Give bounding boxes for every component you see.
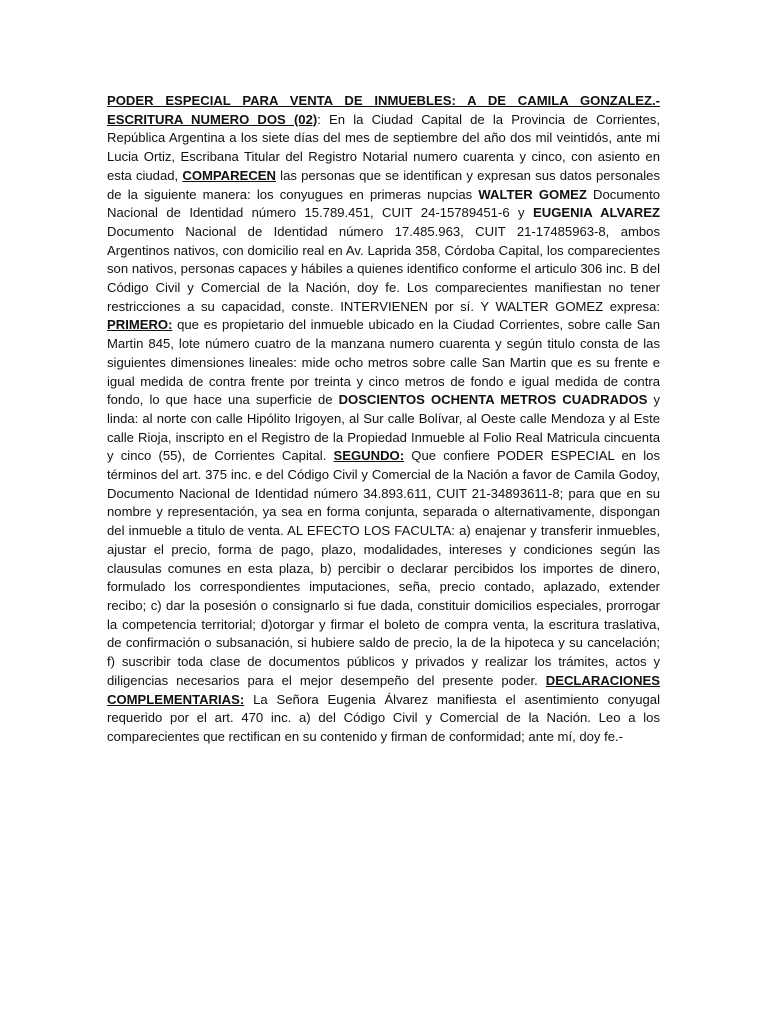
party-name: EUGENIA ALVAREZ — [533, 205, 660, 221]
text-run: y linda: al norte con calle Hipólito Irigoyen, al Sur calle Bolívar, al Oeste calle Mendoza y al Este calle Rioja, inscripto en el Registro de la Propiedad Inmueble al Folio Real Matricula cincuenta y cinco (55), de Corrientes Capital. — [107, 392, 661, 464]
text-run: las personas que se identifican y expresan sus datos personales de la siguiente manera: los conyugues en primeras nupcias — [107, 167, 660, 202]
text-run: Documento Nacional de Identidad número 15.789.451, CUIT 24-15789451-6 y — [107, 186, 660, 221]
party-name: WALTER GOMEZ — [478, 186, 587, 202]
text-run: La Señora Eugenia Álvarez manifiesta el asentimiento conyugal requerido por el art. 470 inc. a) del Código Civil y Comercial de la Nación. Leo a los comparecientes que rectifican en su contenido y firman de conformidad; ante mí, doy fe.- — [107, 691, 660, 744]
document-body — [107, 92, 660, 747]
surface-area: DOSCIENTOS OCHENTA METROS CUADRADOS — [338, 392, 648, 408]
primero-label: PRIMERO: — [107, 317, 173, 333]
text-run: que es propietario del inmueble ubicado en la Ciudad Corrientes, sobre calle San Martin 845, lote número cuatro de la manzana numero cuarenta y según titulo consta de las siguientes dimensiones lineales: mide ocho metros sobre calle San Martin que es su frente e igual medida de contra frente por treinta y cinco metros de fondo e igual medida de contra fondo, lo que hace una superficie de — [107, 317, 660, 408]
segundo-label: SEGUNDO: — [333, 448, 405, 464]
deed-paragraph — [107, 92, 660, 747]
text-run: Documento Nacional de Identidad número 17.485.963, CUIT 21-17485963-8, ambos Argentinos nativos, con domicilio real en Av. Laprida 358, Córdoba Capital, los comparecientes son nativos, personas capaces y hábiles a quienes identifico conforme el articulo 306 inc. B del Código Civil y Comercial de la Nación, doy fe. Los comparecientes manifiestan no tener restricciones a su capacidad, conste. INTERVIENEN por sí. Y WALTER GOMEZ expresa: — [107, 223, 660, 314]
text-run: : En la Ciudad Capital de la Provincia de Corrientes, República Argentina a los siete días del mes de septiembre del año dos mil veintidós, ante mi Lucia Ortiz, Escribana Titular del Registro Notarial numero cuarenta y cinco, con asiento en esta ciudad, — [107, 111, 660, 183]
comparecen-label: COMPARECEN — [182, 167, 276, 183]
text-run: Que confiere PODER ESPECIAL en los términos del art. 375 inc. e del Código Civil y Comercial de la Nación a favor de Camila Godoy, Documento Nacional de Identidad número 34.893.611, CUIT 21-34893611-8; para que en su nombre y representación, ya sea en forma conjunta, separada o alternativamente, dispongan del inmueble a titulo de venta. AL EFECTO LOS FACULTA: a) enajenar y transferir inmuebles, ajustar el precio, forma de pago, plazo, modalidades, intereses y condiciones según las clausulas comunes en esta plaza, b) percibir o declarar percibidos los importes de dinero, formulado los correspondientes imputaciones, seña, precio contado, aplazado, extender recibo; c) dar la posesión o consignarlo si fue dada, constituir domicilios especiales, prorrogar la competencia territorial; d)otorgar y firmar el boleto de compra venta, la escritura traslativa, de confirmación o subsanación, si hubiere saldo de precio, la de la hipoteca y su cancelación; f) suscribir toda clase de documentos públicos y privados y realizar los trámites, actos y diligencias necesarios para el mejor desempeño del presente poder. — [107, 448, 660, 688]
declaraciones-label: DECLARACIONES COMPLEMENTARIAS: — [107, 672, 660, 707]
deed-heading: PODER ESPECIAL PARA VENTA DE INMUEBLES: A DE CAMILA GONZALEZ.-ESCRITURA NUMERO DOS (02) — [107, 93, 660, 127]
